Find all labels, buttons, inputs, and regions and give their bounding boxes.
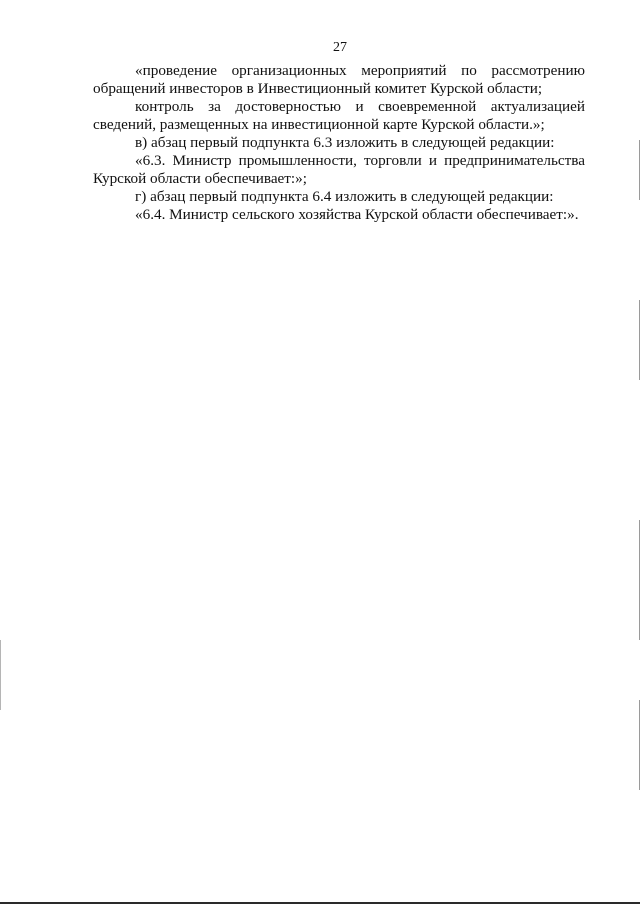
text-line: контроль за достоверностью и своевременной актуализацией <box>135 98 585 115</box>
text-line: «проведение организационных мероприятий по рассмотрению <box>135 62 585 79</box>
text-line: сведений, размещенных на инвестиционной карте Курской области.»; <box>93 116 545 133</box>
scan-bottom-edge <box>0 902 640 904</box>
text-line: «6.4. Министр сельского хозяйства Курской области обеспечивает:». <box>135 206 579 223</box>
document-body <box>93 62 585 224</box>
scan-edge-mark <box>0 640 1 710</box>
text-line: «6.3. Министр промышленности, торговли и предпринимательства <box>135 152 585 169</box>
text-line: г) абзац первый подпункта 6.4 изложить в следующей редакции: <box>135 188 554 205</box>
text-line: обращений инвесторов в Инвестиционный комитет Курской области; <box>93 80 543 97</box>
text-line: Курской области обеспечивает:»; <box>93 170 307 187</box>
page-number: 27 <box>333 40 347 55</box>
text-line: в) абзац первый подпункта 6.3 изложить в следующей редакции: <box>135 134 555 151</box>
